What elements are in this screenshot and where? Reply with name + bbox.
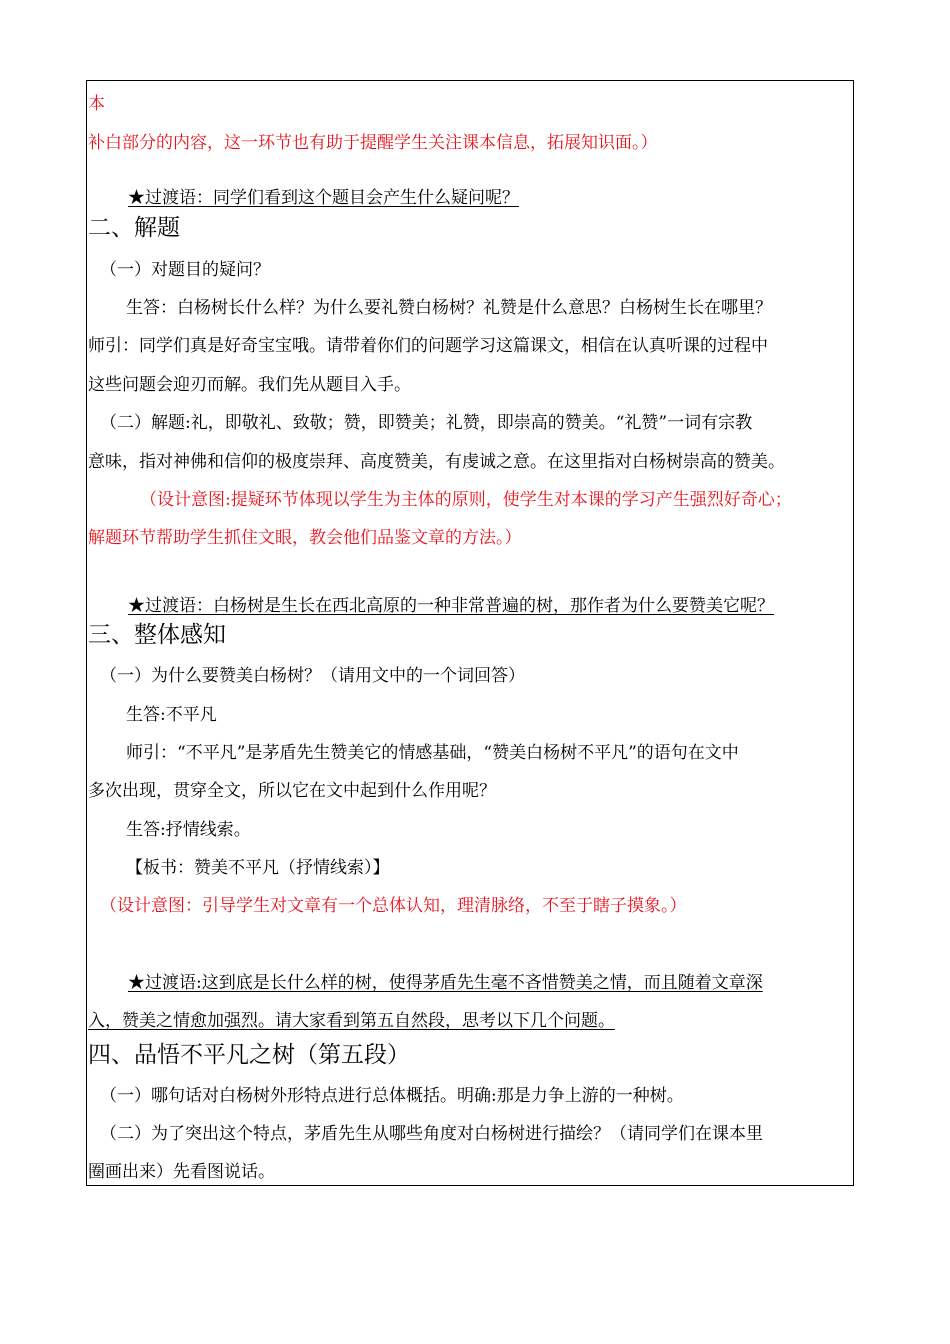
text-line: 多次出现，贯穿全文，所以它在文中起到什么作用呢？ xyxy=(88,781,496,801)
board-note: 【板书：赞美不平凡（抒情线索）】 xyxy=(126,858,390,878)
sub-question: （一）哪句话对白杨树外形特点进行总体概括。明确:那是力争上游的一种树。 xyxy=(100,1086,684,1106)
transition-line: ★过渡语:这到底是长什么样的树，使得茅盾先生毫不吝惜赞美之情，而且随着文章深 xyxy=(128,973,763,993)
sub-question: （一）为什么要赞美白杨树？（请用文中的一个词回答） xyxy=(100,666,525,686)
section-heading: 二、解题 xyxy=(88,215,180,241)
design-intent-note: 解题环节帮助学生抓住文眼，教会他们品鉴文章的方法。） xyxy=(88,528,522,548)
text-line: 这些问题会迎刃而解。我们先从题目入手。 xyxy=(88,375,411,395)
transition-line: ★过渡语：同学们看到这个题目会产生什么疑问呢？ xyxy=(128,188,519,208)
design-intent-note: （设计意图:提疑环节体现以学生为主体的原则，使学生对本课的学习产生强烈好奇心； xyxy=(140,490,792,510)
transition-line: ★过渡语：白杨树是生长在西北高原的一种非常普遍的树，那作者为什么要赞美它呢？ xyxy=(128,596,774,616)
text-line: 生答:抒情线索。 xyxy=(126,820,251,840)
text-line: 生答：白杨树长什么样？为什么要礼赞白杨树？礼赞是什么意思？白杨树生长在哪里？ xyxy=(126,298,772,318)
section-heading: 三、整体感知 xyxy=(88,622,226,648)
transition-line: 入，赞美之情愈加强烈。请大家看到第五自然段，思考以下几个问题。 xyxy=(88,1011,615,1031)
text-line: （二）解题:礼，即敬礼、致敬；赞，即赞美；礼赞，即崇高的赞美。“礼赞”一词有宗教 xyxy=(100,413,753,433)
design-intent-note: （设计意图：引导学生对文章有一个总体认知，理清脉络，不至于瞎子摸象。） xyxy=(100,896,687,916)
text-line: 生答:不平凡 xyxy=(126,705,217,725)
sub-question: （二）为了突出这个特点，茅盾先生从哪些角度对白杨树进行描绘？（请同学们在课本里 xyxy=(100,1124,763,1144)
text-line: 师引：同学们真是好奇宝宝哦。请带着你们的问题学习这篇课文，相信在认真听课的过程中 xyxy=(88,336,768,356)
text-line: 意味，指对神佛和信仰的极度崇拜、高度赞美，有虔诚之意。在这里指对白杨树崇高的赞美。 xyxy=(88,452,785,472)
text-line: 本 xyxy=(88,94,105,114)
sub-question: （一）对题目的疑问？ xyxy=(100,260,270,280)
section-heading: 四、品悟不平凡之树（第五段） xyxy=(88,1042,410,1068)
text-line: 师引：“不平凡”是茅盾先生赞美它的情感基础，“赞美白杨树不平凡”的语句在文中 xyxy=(126,743,739,763)
text-line: 圈画出来）先看图说话。 xyxy=(88,1162,275,1182)
design-intent-note: 补白部分的内容，这一环节也有助于提醒学生关注课本信息，拓展知识面。） xyxy=(88,133,658,153)
